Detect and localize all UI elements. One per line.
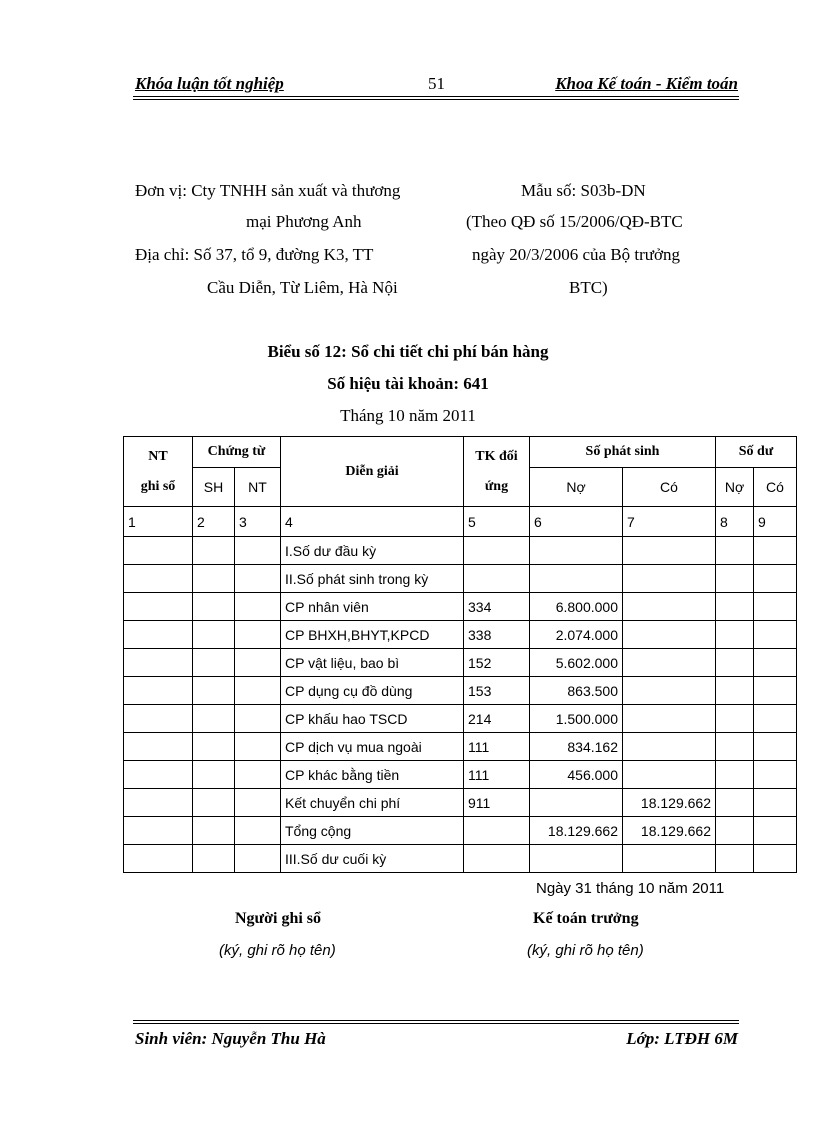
cell-tk-doi-ung (464, 845, 530, 873)
cell-dien-giai: Tổng cộng (281, 817, 464, 845)
index-cell: 4 (281, 507, 464, 537)
cell-du-co (754, 621, 797, 649)
cell-du-co (754, 789, 797, 817)
cell-no: 1.500.000 (530, 705, 623, 733)
cell-sh (193, 817, 235, 845)
cell-co (623, 845, 716, 873)
col-header-nt-ghi-so (124, 437, 193, 507)
table-row (124, 565, 797, 593)
chief-accountant-title: Kế toán trưởng (533, 910, 639, 927)
cell-dien-giai: II.Số phát sinh trong kỳ (281, 565, 464, 593)
table-row (124, 649, 797, 677)
cell-tk-doi-ung: 111 (464, 733, 530, 761)
cell-nt (235, 761, 281, 789)
table-row (124, 789, 797, 817)
cell-du-no (716, 733, 754, 761)
cell-nt (235, 621, 281, 649)
cell-no: 456.000 (530, 761, 623, 789)
account-number: Số hiệu tài khoản: 641 (327, 374, 489, 393)
col-header-nt-line2: ghi sổ (140, 478, 176, 494)
col-header-tk-line2: ứng (484, 478, 509, 494)
col-header-chung-tu: Chứng từ (193, 437, 281, 468)
cell-dien-giai: CP vật liệu, bao bì (281, 649, 464, 677)
cell-tk-doi-ung: 338 (464, 621, 530, 649)
ledger-body (124, 537, 797, 873)
table-index-row (124, 507, 797, 537)
cell-nt-ghi-so (124, 845, 193, 873)
col-header-du-no: Nợ (716, 468, 754, 507)
cell-nt-ghi-so (124, 817, 193, 845)
ledger-period: Tháng 10 năm 2011 (340, 406, 476, 425)
cell-nt-ghi-so (124, 621, 193, 649)
cell-sh (193, 565, 235, 593)
cell-du-co (754, 565, 797, 593)
cell-sh (193, 537, 235, 565)
index-cell: 5 (464, 507, 530, 537)
col-header-du-co: Có (754, 468, 797, 507)
col-header-sh: SH (193, 468, 235, 507)
cell-co (623, 621, 716, 649)
cell-sh (193, 705, 235, 733)
form-decision-line-3: BTC) (569, 278, 608, 297)
index-cell: 7 (623, 507, 716, 537)
form-decision-line-1: (Theo QĐ số 15/2006/QĐ-BTC (466, 212, 683, 231)
cell-nt-ghi-so (124, 649, 193, 677)
cell-du-co (754, 705, 797, 733)
cell-nt-ghi-so (124, 761, 193, 789)
preparer-note: (ký, ghi rõ họ tên) (219, 942, 336, 959)
header-rule-secondary (133, 99, 739, 100)
cell-sh (193, 733, 235, 761)
header-right-text: Khoa Kế toán - Kiểm toán (555, 74, 738, 93)
cell-dien-giai: III.Số dư cuối kỳ (281, 845, 464, 873)
cell-no (530, 789, 623, 817)
cell-du-no (716, 845, 754, 873)
cell-nt (235, 677, 281, 705)
col-header-co: Có (623, 468, 716, 507)
cell-du-no (716, 649, 754, 677)
cell-nt (235, 705, 281, 733)
cell-co (623, 565, 716, 593)
cell-dien-giai: CP dụng cụ đồ dùng (281, 677, 464, 705)
cell-sh (193, 761, 235, 789)
table-row (124, 537, 797, 565)
index-cell: 8 (716, 507, 754, 537)
cell-nt (235, 537, 281, 565)
cell-no (530, 565, 623, 593)
table-row (124, 621, 797, 649)
cell-co (623, 677, 716, 705)
cell-no: 863.500 (530, 677, 623, 705)
table-row (124, 705, 797, 733)
cell-dien-giai: CP khác bằng tiền (281, 761, 464, 789)
cell-co (623, 761, 716, 789)
index-cell: 9 (754, 507, 797, 537)
cell-du-co (754, 761, 797, 789)
cell-dien-giai: I.Số dư đầu kỳ (281, 537, 464, 565)
cell-nt (235, 817, 281, 845)
footer-class: Lớp: LTĐH 6M (626, 1029, 738, 1048)
col-header-dien-giai: Diễn giải (281, 437, 464, 507)
cell-co (623, 705, 716, 733)
table-row (124, 593, 797, 621)
header-left-text: Khóa luận tốt nghiệp (135, 74, 284, 93)
cell-sh (193, 593, 235, 621)
table-row (124, 817, 797, 845)
cell-tk-doi-ung: 153 (464, 677, 530, 705)
cell-tk-doi-ung: 334 (464, 593, 530, 621)
cell-du-co (754, 677, 797, 705)
cell-nt (235, 845, 281, 873)
col-header-so-du: Số dư (716, 437, 797, 468)
cell-nt (235, 649, 281, 677)
ledger-table (123, 436, 797, 873)
cell-nt-ghi-so (124, 705, 193, 733)
table-row (124, 677, 797, 705)
cell-co (623, 733, 716, 761)
cell-du-co (754, 537, 797, 565)
footer-rule-secondary (133, 1023, 739, 1024)
cell-nt-ghi-so (124, 789, 193, 817)
cell-du-co (754, 593, 797, 621)
index-cell: 2 (193, 507, 235, 537)
cell-nt-ghi-so (124, 565, 193, 593)
unit-address-line-2: Cầu Diễn, Từ Liêm, Hà Nội (207, 278, 398, 297)
cell-du-no (716, 621, 754, 649)
cell-nt-ghi-so (124, 593, 193, 621)
cell-nt-ghi-so (124, 733, 193, 761)
cell-tk-doi-ung: 214 (464, 705, 530, 733)
page-number: 51 (428, 74, 445, 93)
cell-du-no (716, 789, 754, 817)
cell-tk-doi-ung (464, 565, 530, 593)
footer-rule (133, 1020, 739, 1021)
cell-dien-giai: CP BHXH,BHYT,KPCD (281, 621, 464, 649)
cell-tk-doi-ung (464, 537, 530, 565)
col-header-tk-line1: TK đối (475, 448, 518, 464)
col-header-tk-doi-ung (464, 437, 530, 507)
cell-tk-doi-ung (464, 817, 530, 845)
header-rule (133, 96, 739, 97)
cell-sh (193, 621, 235, 649)
unit-address-line-1: Địa chỉ: Số 37, tổ 9, đường K3, TT (135, 245, 374, 264)
cell-du-no (716, 677, 754, 705)
cell-no: 2.074.000 (530, 621, 623, 649)
cell-co (623, 593, 716, 621)
cell-no: 834.162 (530, 733, 623, 761)
cell-dien-giai: CP nhân viên (281, 593, 464, 621)
cell-sh (193, 677, 235, 705)
col-header-nt: NT (235, 468, 281, 507)
cell-nt (235, 565, 281, 593)
cell-du-co (754, 733, 797, 761)
cell-sh (193, 649, 235, 677)
cell-du-no (716, 593, 754, 621)
cell-sh (193, 789, 235, 817)
index-cell: 3 (235, 507, 281, 537)
index-cell: 6 (530, 507, 623, 537)
unit-line-1: Đơn vị: Cty TNHH sản xuất và thương (135, 181, 401, 200)
cell-tk-doi-ung: 152 (464, 649, 530, 677)
table-header-row-1 (124, 437, 797, 468)
cell-du-co (754, 845, 797, 873)
cell-du-no (716, 817, 754, 845)
cell-co: 18.129.662 (623, 817, 716, 845)
cell-nt (235, 593, 281, 621)
cell-sh (193, 845, 235, 873)
table-row (124, 761, 797, 789)
cell-nt-ghi-so (124, 677, 193, 705)
col-header-so-phat-sinh: Số phát sinh (530, 437, 716, 468)
index-cell: 1 (124, 507, 193, 537)
cell-no: 18.129.662 (530, 817, 623, 845)
chief-accountant-note: (ký, ghi rõ họ tên) (527, 942, 644, 959)
form-decision-line-2: ngày 20/3/2006 của Bộ trưởng (472, 245, 681, 264)
cell-tk-doi-ung: 911 (464, 789, 530, 817)
preparer-title: Người ghi sổ (235, 910, 322, 927)
form-code: Mẫu số: S03b-DN (521, 181, 646, 200)
signature-date: Ngày 31 tháng 10 năm 2011 (536, 880, 725, 897)
cell-co (623, 649, 716, 677)
cell-nt (235, 789, 281, 817)
cell-dien-giai: CP khấu hao TSCD (281, 705, 464, 733)
cell-du-co (754, 649, 797, 677)
cell-nt (235, 733, 281, 761)
cell-dien-giai: CP dịch vụ mua ngoài (281, 733, 464, 761)
table-row (124, 733, 797, 761)
footer-student: Sinh viên: Nguyễn Thu Hà (135, 1029, 326, 1048)
unit-line-2: mại Phương Anh (246, 212, 362, 231)
cell-du-no (716, 705, 754, 733)
table-row (124, 845, 797, 873)
cell-co (623, 537, 716, 565)
cell-no (530, 537, 623, 565)
cell-nt-ghi-so (124, 537, 193, 565)
col-header-nt-line1: NT (148, 448, 168, 464)
cell-du-no (716, 761, 754, 789)
cell-du-no (716, 537, 754, 565)
cell-no: 6.800.000 (530, 593, 623, 621)
cell-du-no (716, 565, 754, 593)
cell-dien-giai: Kết chuyển chi phí (281, 789, 464, 817)
cell-no: 5.602.000 (530, 649, 623, 677)
col-header-no: Nợ (530, 468, 623, 507)
ledger-title: Biểu số 12: Sổ chi tiết chi phí bán hàng (267, 342, 549, 361)
cell-tk-doi-ung: 111 (464, 761, 530, 789)
cell-no (530, 845, 623, 873)
cell-du-co (754, 817, 797, 845)
cell-co: 18.129.662 (623, 789, 716, 817)
